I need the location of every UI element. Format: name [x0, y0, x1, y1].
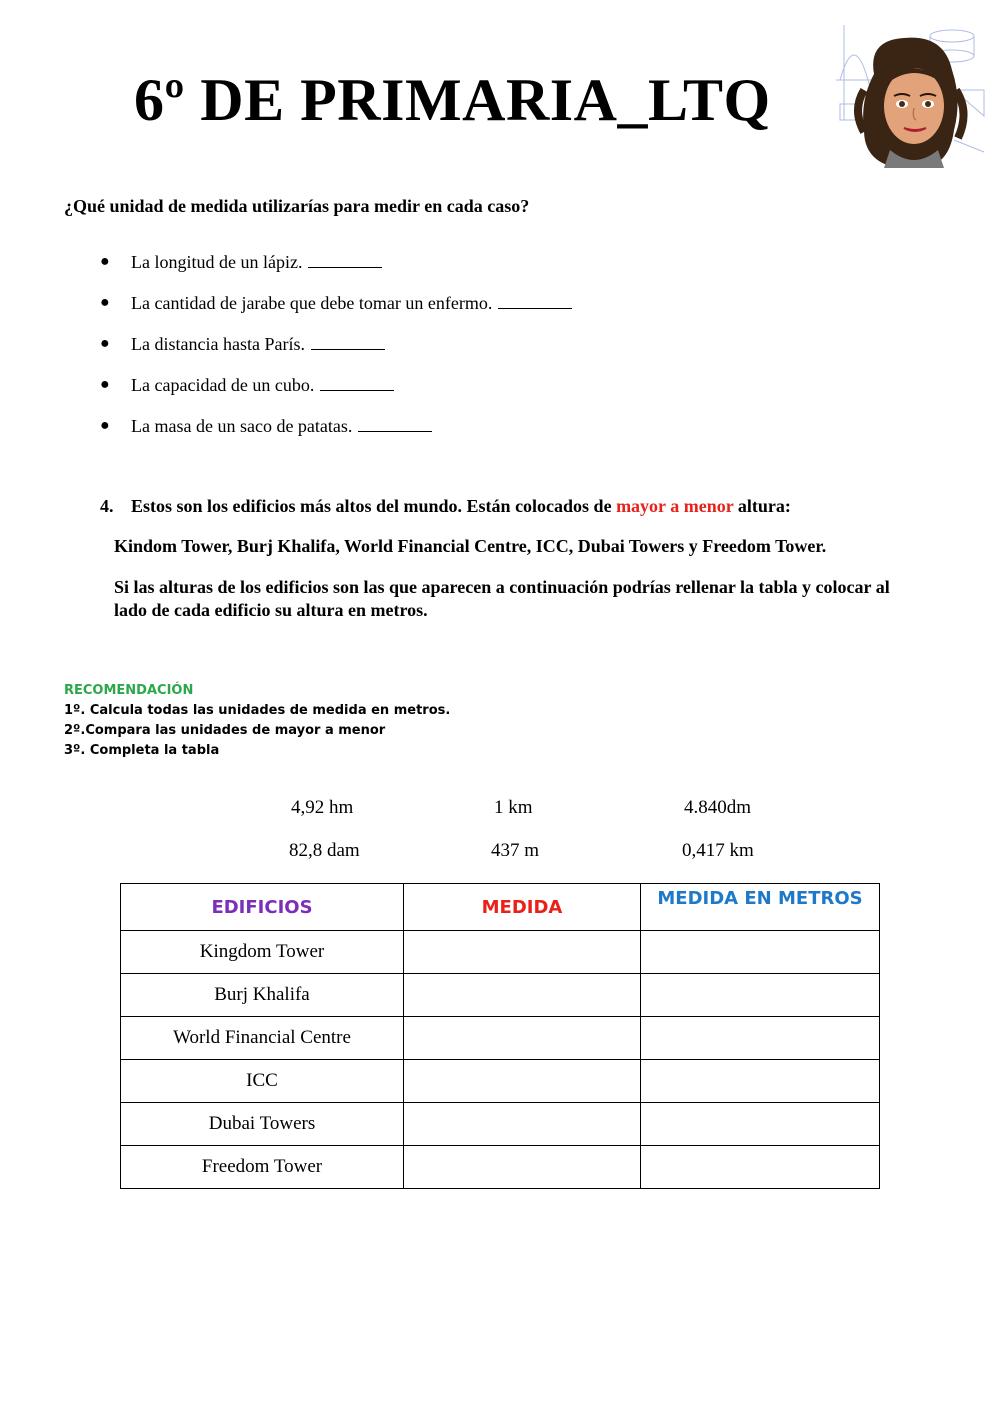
- table-header-row: [121, 884, 880, 931]
- building-name: Kingdom Tower: [121, 931, 404, 974]
- question-4: [100, 496, 791, 517]
- recommendation-step: 2º.Compara las unidades de mayor a menor: [64, 723, 386, 738]
- measure-value: 4,92 hm: [291, 797, 354, 818]
- answer-blank[interactable]: [311, 333, 385, 350]
- question-heading: ¿Qué unidad de medida utilizarías para medir en cada caso?: [64, 196, 530, 216]
- table-row: [121, 1017, 880, 1060]
- measure-value: 1 km: [494, 797, 533, 818]
- list-item-text: La cantidad de jarabe que debe tomar un enfermo.: [131, 293, 493, 313]
- list-item: [100, 332, 572, 373]
- list-item-text: La masa de un saco de patatas.: [131, 416, 353, 436]
- measure-cell[interactable]: [404, 931, 641, 974]
- list-item: [100, 250, 572, 291]
- building-name: World Financial Centre: [121, 1017, 404, 1060]
- list-item-text: La distancia hasta París.: [131, 334, 305, 354]
- meters-cell[interactable]: [641, 931, 880, 974]
- question-4-text: Estos son los edificios más altos del mundo. Están colocados de: [131, 496, 612, 516]
- measure-cell[interactable]: [404, 1060, 641, 1103]
- meters-cell[interactable]: [641, 974, 880, 1017]
- buildings-list-text: Kindom Tower, Burj Khalifa, World Financial Centre, ICC, Dubai Towers y Freedom Tower.: [114, 536, 827, 556]
- measure-cell[interactable]: [404, 1017, 641, 1060]
- answer-blank[interactable]: [308, 251, 382, 268]
- header-medida: MEDIDA: [404, 884, 641, 931]
- table-row: [121, 974, 880, 1017]
- question-number: 4.: [100, 496, 114, 516]
- table-row: [121, 931, 880, 974]
- meters-cell[interactable]: [641, 1060, 880, 1103]
- building-name: Freedom Tower: [121, 1146, 404, 1189]
- table-row: [121, 1146, 880, 1189]
- meters-cell[interactable]: [641, 1017, 880, 1060]
- header-edificios: EDIFICIOS: [121, 884, 404, 931]
- recommendation-box: [64, 681, 450, 761]
- recommendation-step: 1º. Calcula todas las unidades de medida en metros.: [64, 703, 451, 718]
- table-row: [121, 1060, 880, 1103]
- meters-cell[interactable]: [641, 1146, 880, 1189]
- building-name: Dubai Towers: [121, 1103, 404, 1146]
- measure-value: 82,8 dam: [289, 840, 360, 861]
- answer-blank[interactable]: [358, 415, 432, 432]
- page-title: 6º DE PRIMARIA_LTQ: [134, 67, 771, 133]
- measure-question-list: [100, 250, 572, 455]
- recommendation-step: 3º. Completa la tabla: [64, 743, 220, 758]
- list-item: [100, 373, 572, 414]
- meters-cell[interactable]: [641, 1103, 880, 1146]
- measure-value: 437 m: [491, 840, 540, 861]
- question-4-text-end: altura:: [737, 496, 791, 516]
- list-item: [100, 414, 572, 455]
- bullet-icon: ●: [100, 417, 110, 434]
- teacher-avatar-image: [834, 20, 990, 168]
- answer-blank[interactable]: [320, 374, 394, 391]
- bullet-icon: ●: [100, 376, 110, 393]
- bullet-icon: ●: [100, 294, 110, 311]
- measure-cell[interactable]: [404, 1146, 641, 1189]
- recommendation-heading: RECOMENDACIÓN: [64, 683, 194, 698]
- measure-value: 4.840dm: [684, 797, 752, 818]
- bullet-icon: ●: [100, 253, 110, 270]
- list-item: [100, 291, 572, 332]
- list-item-text: La capacidad de un cubo.: [131, 375, 315, 395]
- heights-instructions: Si las alturas de los edificios son las que aparecen a continuación podrías rellenar la tabla y colocar al lado de cada edificio su altura en metros.: [114, 577, 890, 620]
- bullet-icon: ●: [100, 335, 110, 352]
- buildings-table: [120, 883, 880, 1189]
- measure-cell[interactable]: [404, 1103, 641, 1146]
- measure-value: 0,417 km: [682, 840, 754, 861]
- avatar-face: [884, 68, 944, 144]
- answer-blank[interactable]: [498, 292, 572, 309]
- measure-cell[interactable]: [404, 974, 641, 1017]
- building-name: ICC: [121, 1060, 404, 1103]
- avatar-illustration: [834, 20, 990, 168]
- header-medida-metros: MEDIDA EN METROS: [641, 884, 880, 931]
- list-item-text: La longitud de un lápiz.: [131, 252, 303, 272]
- table-row: [121, 1103, 880, 1146]
- highlight-text: mayor a menor: [616, 496, 734, 516]
- building-name: Burj Khalifa: [121, 974, 404, 1017]
